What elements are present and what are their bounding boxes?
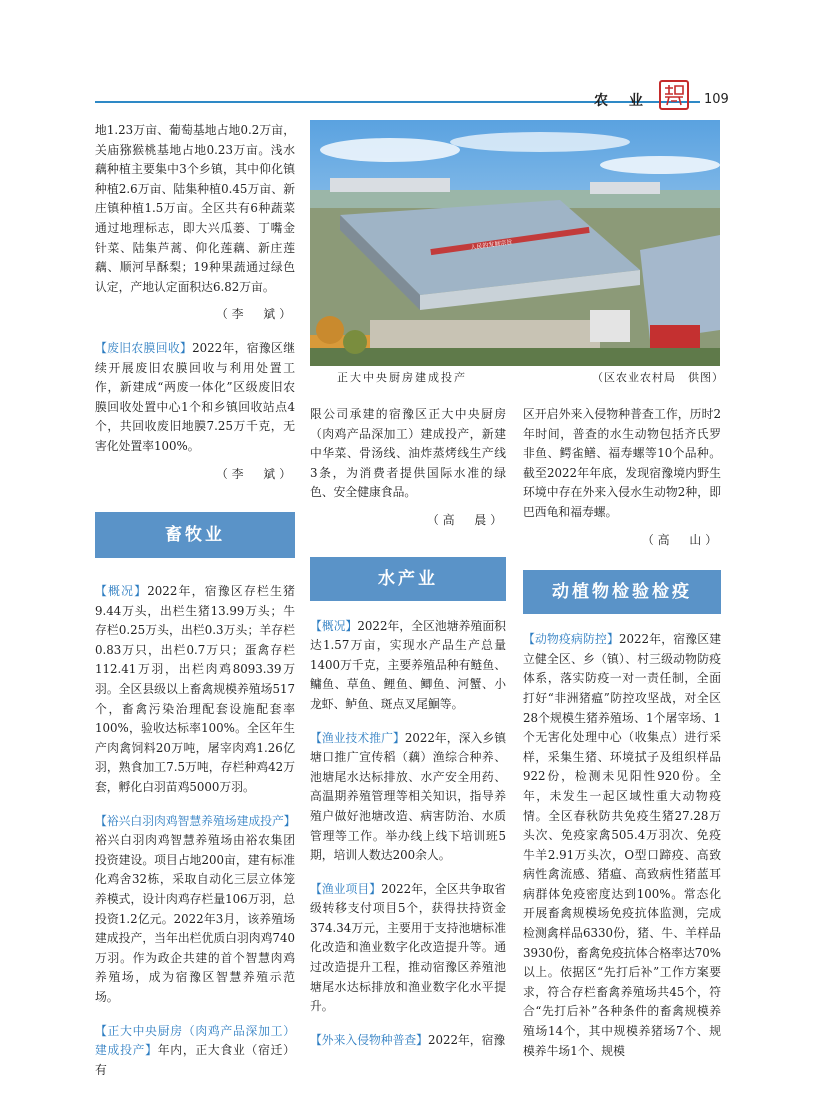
- entry-text: 2022年，宿豫区存栏生猪9.44万头，出栏生猪13.99万头；牛存栏0.25万头，出栏0.3万头；羊存栏0.83万只，出栏0.7万只；蛋禽存栏112.41万羽，出栏肉鸡8093.39万羽。全区县级以上畜禽规模养殖场517个，畜禽污染治理配套设施配套率100%，验收达标率100%。全区年生产肉禽饲料20万吨，屠宰肉鸡1.26亿羽，熟食加工7.5万吨，存栏种鸡42万套，孵化白羽苗鸡5000万羽。: [95, 584, 295, 795]
- paragraph-intro: 地1.23万亩、葡萄基地占地0.2万亩，关庙猕猴桃基地占地0.23万亩。浅水藕种植主要集中3个乡镇，其中仰化镇种植2.6万亩、陆集种植0.45万亩、新庄镇种植1.5万亩。全区共有6种蔬菜通过地理标志，即大兴瓜蒌、丁嘴金针菜、陆集芦蒿、仰化莲藕、新庄莲藕、顺河旱酥梨；19种果蔬通过绿色认定，产地认定面积达6.82万亩。: [95, 123, 295, 294]
- entry-text: 裕兴白羽肉鸡智慧养殖场由裕农集团投资建设。项目占地200亩，建有标准化鸡舍32栋，采取自动化三层立体笼养模式，设计肉鸡存栏量106万羽，总投资1.2亿元。2022年3月，该养殖场建成投产，当年出栏优质白羽肉鸡740万羽。作为政企共建的首个智慧肉鸡养殖场，成为宿豫区智慧养殖示范场。: [95, 833, 295, 1004]
- entry-tag: 【动物疫病防控】: [523, 632, 619, 647]
- entry-tag: 【裕兴白羽肉鸡智慧养殖场建成投产】: [95, 813, 296, 828]
- photo-credit: （区农业农村局 供图）: [592, 371, 724, 384]
- entry-text: 2022年，全区池塘养殖面积达1.57万亩，实现水产品生产总量1400万千克，主要养殖品种有鲢鱼、鳙鱼、草鱼、鲤鱼、鲫鱼、河蟹、小龙虾、鲈鱼、斑点叉尾鮰等。: [310, 618, 506, 711]
- entry-text: 2022年，深入乡镇塘口推广宣传稻（藕）渔综合种养、池塘尾水达标排放、水产安全用药、高温期养殖管理等相关知识，指导养殖户做好池塘改造、病害防治、水质管理等工作。举办线上线下培训班5期，培训人数达200余人。: [310, 730, 506, 863]
- roof-sign-text: 人民的发展宗旨: [470, 238, 513, 252]
- column-right: [523, 405, 721, 1061]
- entry-text: 2022年，宿豫区继续开展废旧农膜回收与利用处置工作，新建成“两废一体化”区级废旧农膜回收处置中心1个和乡镇回收站点4个，共回收废旧地膜7.25万千克，无害化处置率100%。: [95, 340, 295, 453]
- entry-fishery-tech: [310, 729, 506, 866]
- entry-tag: 【概况】: [310, 618, 358, 633]
- entry-invasive-species: [310, 1031, 506, 1051]
- entry-fishery-projects: [310, 880, 506, 1017]
- section-heading-livestock: 畜牧业: [95, 512, 295, 558]
- entry-tag: 【外来入侵物种普查】: [310, 1032, 428, 1047]
- factory-aerial-photo: [310, 120, 720, 366]
- entry-text: 2022年，宿豫: [427, 1032, 506, 1047]
- entry-text: 2022年，宿豫区建立健全区、乡（镇）、村三级动物防疫体系，落实防疫一对一责任制，全面打好“非洲猪瘟”防控攻坚战，对全区28个规模生猪养殖场、1个屠宰场、1个无害化处理中心（收集点）进行采样，采集生猪、环境拭子及组织样品922份，检测未见阳性920份。全年，未发生一起区域性重大动物疫情。全区春秋防共免疫生猪27.28万头次、免疫家禽505.4万羽次、免疫牛羊2.91万头次，O型口蹄疫、高致病性禽流感、猪瘟、高致病性猪蓝耳病群体免疫密度达到100%。常态化开展畜禽规模场免疫抗体监测，完成检测禽样品6330份，猪、牛、羊样品3930份，畜禽免疫抗体合格率达70%以上。依据区“先打后补”工作方案要求，符合存栏畜禽养殖场共45个，符合“先打后补”各种条件的畜禽规模养殖场14个，其中规模养猪场7个、规模养牛场1个、规模: [523, 632, 721, 1058]
- author-credit: （高 山）: [642, 532, 721, 547]
- yearbook-seal-icon: [659, 80, 689, 110]
- entry-tag: 【渔业项目】: [310, 881, 382, 896]
- entry-zhengda-kitchen: [95, 1022, 295, 1081]
- entry-tag: 【渔业技术推广】: [310, 730, 405, 745]
- entry-animal-disease-control: [523, 630, 721, 1061]
- author-credit: （李 斌）: [216, 466, 295, 481]
- entry-text: 2022年，全区共争取省级转移支付项目5个，获得扶持资金374.34万元，主要用于支持池塘标准化改造和渔业数字化改造提升等。通过改造提升工程，推动宿豫区养殖池塘尾水达标排放和渔业数字化水平提升。: [310, 881, 506, 1014]
- entry-yuxing-chicken-farm: [95, 812, 295, 1008]
- entry-text: 年内，正大食业（宿迁）有: [95, 1043, 295, 1077]
- section-heading-fishery: 水产业: [310, 557, 506, 601]
- entry-tag: 【正大中央厨房（肉鸡产品深加工）建成投产】: [95, 1023, 295, 1058]
- photo-caption: 正大中央厨房建成投产: [337, 371, 467, 384]
- author-credit: （李 斌）: [216, 307, 295, 322]
- paragraph-continued: 限公司承建的宿豫区正大中央厨房（肉鸡产品深加工）建成投产，新建中华菜、骨汤线、油炸蒸烤线生产线3条，为消费者提供国际水准的绿色、安全健康食品。: [310, 407, 506, 500]
- column-middle: [310, 405, 506, 1050]
- entry-tag: 【概况】: [95, 584, 148, 599]
- entry-livestock-overview: [95, 582, 295, 798]
- entry-film-recycling: [95, 339, 295, 457]
- paragraph-continued: 区开启外来入侵物种普查工作，历时2年时间，普查的水生动物包括齐氏罗非鱼、鳄雀鳝、福寿螺等10个品种。截至2022年年底，发现宿豫境内野生环境中存在外来入侵水生动物2种，即巴西龟和福寿螺。: [523, 407, 721, 519]
- running-head-title: 农 业: [594, 93, 651, 109]
- page-number: 109: [704, 92, 729, 107]
- entry-tag: 【废旧农膜回收】: [95, 340, 193, 355]
- column-left: [95, 121, 295, 1080]
- entry-fishery-overview: [310, 617, 506, 715]
- section-heading-quarantine: 动植物检验检疫: [523, 570, 721, 614]
- author-credit: （高 晨）: [427, 512, 506, 527]
